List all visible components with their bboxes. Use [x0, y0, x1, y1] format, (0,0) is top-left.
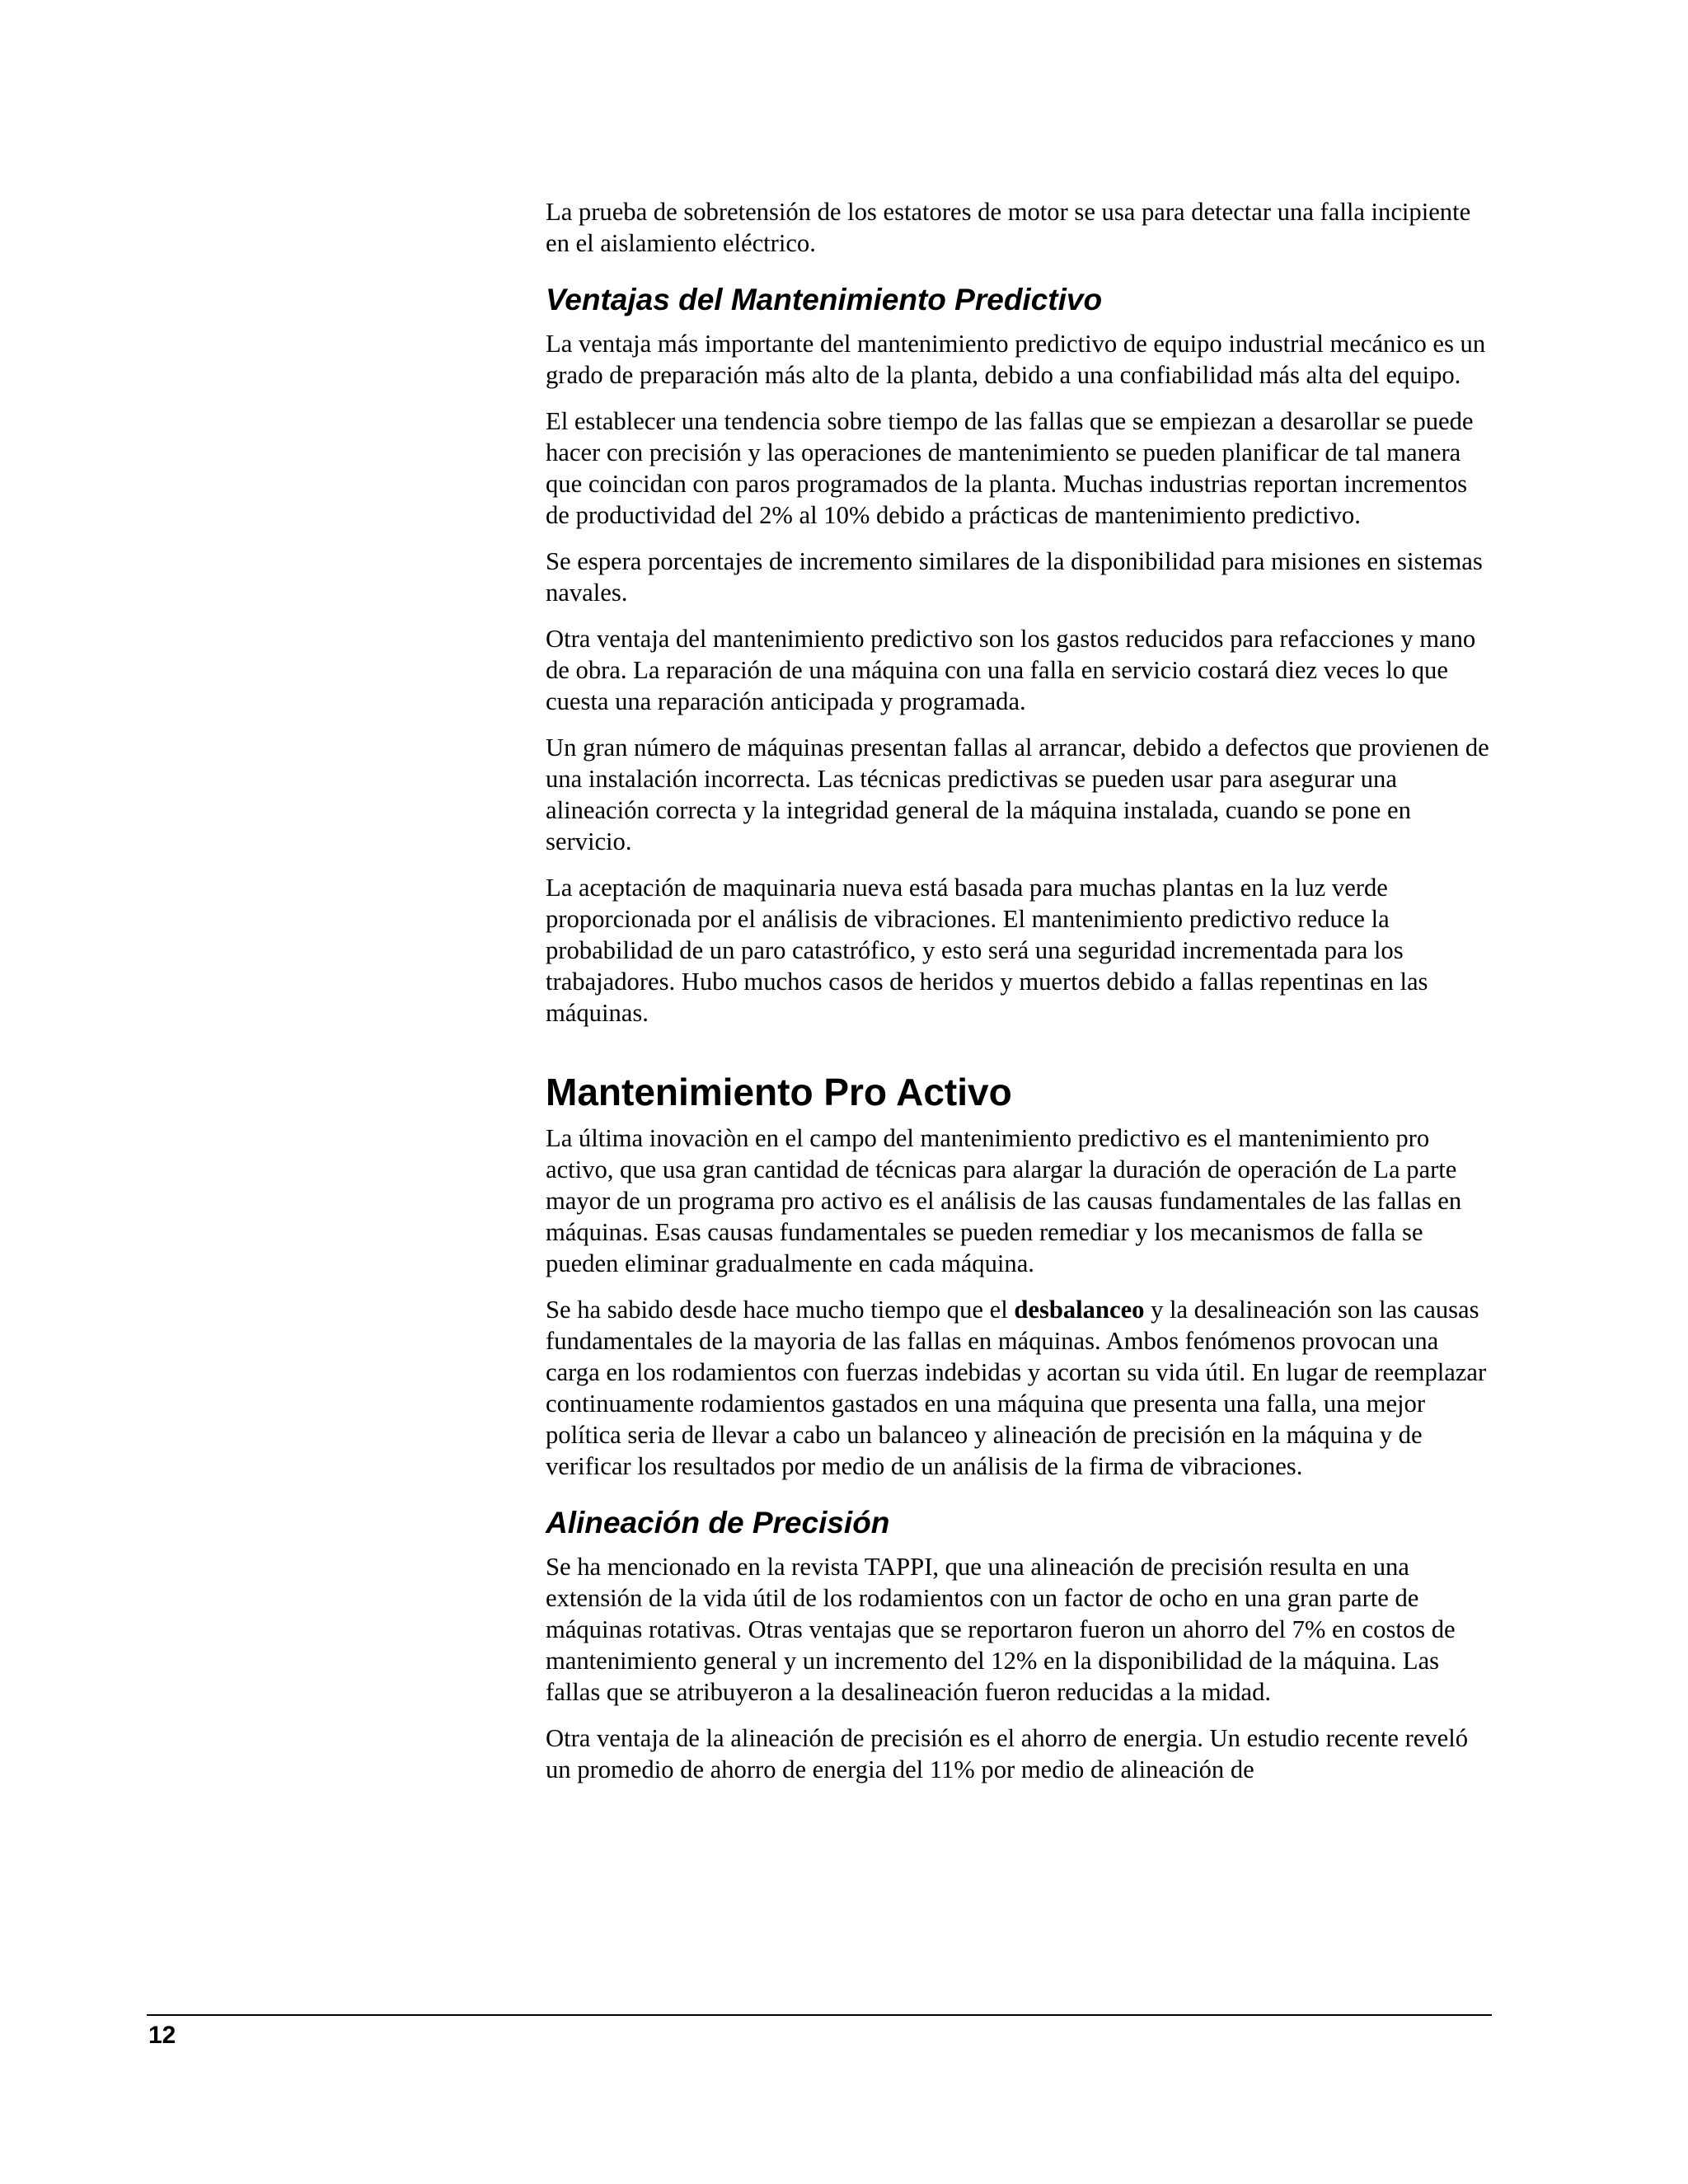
heading-proactivo: Mantenimiento Pro Activo — [546, 1071, 1012, 1113]
ventajas-paragraph-6: La aceptación de maquinaria nueva está basada para muchas plantas en la luz verde proporcionada por el análisis de vibraciones. El mantenimiento predictivo reduce la probabilidad de un paro catastrófico, y esto será una seguridad incrementada para los trabajadores. Hubo muchos casos de heridos y muertos debido a fallas repentinas en las máquinas. — [546, 874, 1428, 1027]
proactivo-paragraph-1: La última inovaciòn en el campo del mantenimiento predictivo es el mantenimiento pro activo, que usa gran cantidad de técnicas para alargar la duración de operación de La parte mayor de un programa pro activo es el análisis de las causas fundamentales de las fallas en máquinas. Esas causas fundamentales se pueden remediar y los mecanismos de falla se pueden eliminar gradualmente en cada máquina. — [546, 1124, 1462, 1277]
proactivo-p2-bold-term: desbalanceo — [1014, 1296, 1145, 1324]
ventajas-paragraph-4: Otra ventaja del mantenimiento predictivo son los gastos reducidos para refacciones y mano de obra. La reparación de una máquina con una falla en servicio costará diez veces lo que cuesta una reparación anticipada y programada. — [546, 625, 1476, 715]
heading-alineacion: Alineación de Precisión — [546, 1506, 890, 1540]
proactivo-p2-text-after: y la desalineación son las causas fundamentales de la mayoria de las fallas en máquinas. Ambos fenómenos provocan una carga en los rodamientos con fuerzas indebidas y acortan su vida útil. En lugar de reemplazar continuamente rodamientos gastados en una máquina que presenta una falla, una mejor política seria de llevar a cabo un balanceo y alineación de precisión en la máquina y de verificar los resultados por medio de un análisis de la firma de vibraciones. — [546, 1296, 1487, 1480]
proactivo-p2-text-before: Se ha sabido desde hace mucho tiempo que el — [546, 1296, 1015, 1324]
alineacion-paragraph-1: Se ha mencionado en la revista TAPPI, que una alineación de precisión resulta en una extensión de la vida útil de los rodamientos con un factor de ocho en una gran parte de máquinas rotativas. Otras ventajas que se reportaron fueron un ahorro del 7% en costos de mantenimiento general y un incremento del 12% en la disponibilidad de la máquina. Las fallas que se atribuyeron a la desalineación fueron reducidas a la midad. — [546, 1553, 1456, 1706]
ventajas-paragraph-5: Un gran número de máquinas presentan fallas al arrancar, debido a defectos que provienen de una instalación incorrecta. Las técnicas predictivas se pueden usar para asegurar una alineación correcta y la integridad general de la máquina instalada, cuando se pone en servicio. — [546, 733, 1489, 855]
page-content — [546, 196, 1492, 1800]
proactivo-paragraph-2 — [546, 1294, 1492, 1482]
ventajas-paragraph-2: El establecer una tendencia sobre tiempo de las fallas que se empiezan a desarollar se puede hacer con precisión y las operaciones de mantenimiento se pueden planificar de tal manera que coincidan con paros programados de la planta. Muchas industrias reportan incrementos de productividad del 2% al 10% debido a prácticas de mantenimiento predictivo. — [546, 407, 1474, 529]
alineacion-paragraph-2: Otra ventaja de la alineación de precisión es el ahorro de energia. Un estudio recente reveló un promedio de ahorro de energia del 11% por medio de alineación de — [546, 1724, 1469, 1783]
footer-rule — [147, 2014, 1492, 2016]
ventajas-paragraph-3: Se espera porcentajes de incremento similares de la disponibilidad para misiones en sistemas navales. — [546, 547, 1483, 607]
ventajas-paragraph-1: La ventaja más importante del mantenimiento predictivo de equipo industrial mecánico es un grado de preparación más alto de la planta, debido a una confiabilidad más alta del equipo. — [546, 330, 1486, 389]
intro-paragraph: La prueba de sobretensión de los estatores de motor se usa para detectar una falla incipiente en el aislamiento eléctrico. — [546, 198, 1471, 257]
heading-ventajas: Ventajas del Mantenimiento Predictivo — [546, 283, 1103, 316]
page-number: 12 — [148, 2022, 176, 2049]
